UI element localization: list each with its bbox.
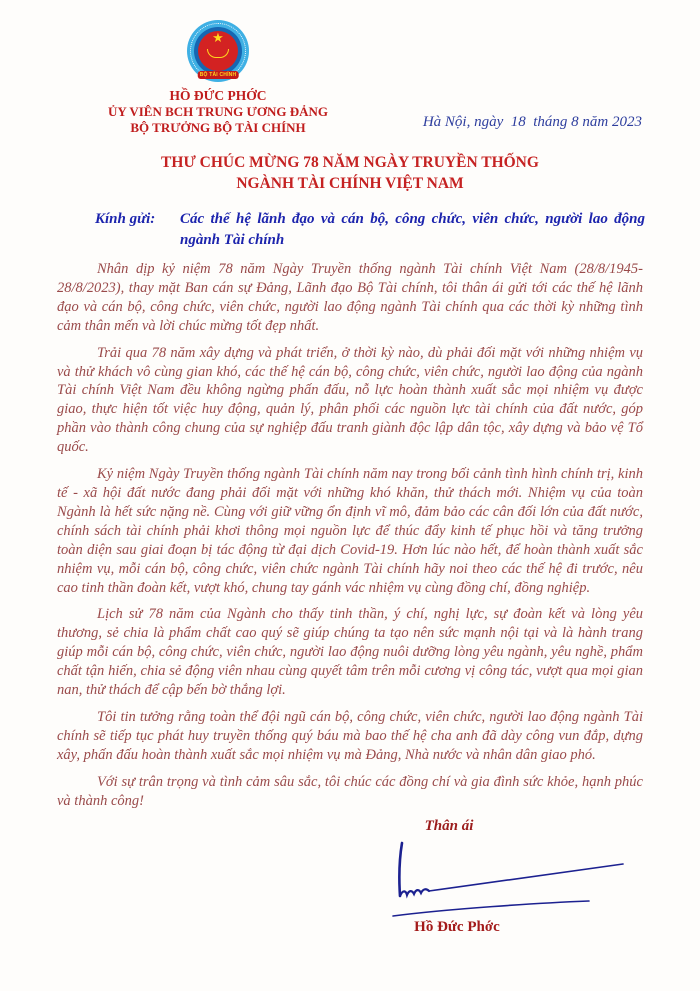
letterhead <box>0 0 700 136</box>
sender-name: HỒ ĐỨC PHỚC <box>169 88 267 103</box>
handwritten-signature <box>387 839 637 917</box>
salutation <box>95 209 645 251</box>
ministry-of-finance-emblem-icon <box>187 20 249 82</box>
letter-title-line2: NGÀNH TÀI CHÍNH VIỆT NAM <box>236 175 464 192</box>
body-paragraph: Với sự trân trọng và tình cảm sâu sắc, tôi chúc các đồng chí và gia đình sức khỏe, hạnh phúc và thành công! <box>57 773 643 809</box>
body-paragraph: Nhân dịp kỷ niệm 78 năm Ngày Truyền thống ngành Tài chính Việt Nam (28/8/1945-28/8/2023), thay mặt Ban cán sự Đảng, Lãnh đạo Bộ Tài chính, tôi thân ái gửi tới các thế hệ lãnh đạo và cán bộ, công chức, viên chức, người lao động ngành Tài chính qua các thời kỳ những tình cảm thân mến và lời chúc mừng tốt đẹp nhất. <box>57 261 643 334</box>
body-paragraph: Lịch sử 78 năm của Ngành cho thấy tinh thần, ý chí, nghị lực, sự đoàn kết và lòng yêu thương, sẻ chia là phẩm chất cao quý sẽ giúp chúng ta tạo nên sức mạnh nội tại và là hành trang giúp mỗi cán bộ, công chức, viên chức, người lao động nuôi dưỡng lòng yêu ngành, yêu nghề, phẩm chất tận hiến, chia sẻ động viên nhau cùng quyết tâm trên mỗi cương vị công tác, vượt qua mọi gian nan, thử thách để cập bến bờ thắng lợi. <box>57 606 643 699</box>
emblem-core <box>198 31 238 71</box>
signer-name: Hồ Đức Phớc <box>414 919 500 936</box>
emblem-wreath-icon <box>207 49 229 58</box>
star-icon: ★ <box>212 31 224 46</box>
salutation-label: Kính gửi: <box>95 211 156 227</box>
emblem-banner: BỘ TÀI CHÍNH <box>199 72 237 78</box>
sender-title-party: ỦY VIÊN BCH TRUNG ƯƠNG ĐẢNG <box>108 104 328 119</box>
closing-block <box>57 818 643 936</box>
body-paragraph: Tôi tin tưởng rằng toàn thể đội ngũ cán bộ, công chức, viên chức, người lao động ngành Tài chính sẽ tiếp tục phát huy truyền thống quý báu mà bao thế hệ cha anh đã dày công vun đắp, dựng xây, phấn đấu hoàn thành xuất sắc mọi nhiệm vụ mà Đảng, Nhà nước và nhân dân giao phó. <box>57 708 643 763</box>
body-paragraph: Kỷ niệm Ngày Truyền thống ngành Tài chính năm nay trong bối cảnh tình hình chính trị, kinh tế - xã hội đất nước đang phải đối mặt với những khó khăn, thử thách mới. Nhiệm vụ của toàn Ngành là hết sức nặng nề. Cùng với giữ vững ổn định vĩ mô, đảm bảo các cân đối lớn của đất nước, chính sách tài chính phải khơi thông mọi nguồn lực để thúc đẩy kinh tế phục hồi và tăng trưởng toàn diện sau giai đoạn bị tác động từ đại dịch Covid-19. Hơn lúc nào hết, để hoàn thành xuất sắc nhiệm vụ, mỗi cán bộ, công chức, viên chức ngành Tài chính hãy noi theo các thế hệ đi trước, nêu cao tinh thần đoàn kết, vượt khó, chung tay gánh vác nhiệm vụ cùng đồng chí, đồng nghiệp. <box>57 466 643 596</box>
letter-title <box>0 152 700 194</box>
salutation-recipients: Các thế hệ lãnh đạo và cán bộ, công chức, viên chức, người lao động ngành Tài chính <box>180 211 645 248</box>
valediction: Thân ái <box>424 818 474 835</box>
dateline: Hà Nội, ngày 18 tháng 8 năm 2023 <box>422 114 642 130</box>
sender-block <box>42 20 394 136</box>
letter-body <box>57 260 643 810</box>
body-paragraph: Trải qua 78 năm xây dựng và phát triển, ở thời kỳ nào, dù phải đối mặt với những nhiệm vụ và thử khách vô cùng gian khó, các thế hệ cán bộ, công chức, viên chức, người lao động của ngành Tài chính Việt Nam đều không ngừng phấn đấu, nỗ lực hoàn thành xuất sắc mọi nhiệm vụ được giao, thực hiện tốt việc huy động, quản lý, phân phối các nguồn lực tài chính của đất nước, góp phần vào thành công chung của sự nghiệp đấu tranh giành độc lập dân tộc, xây dựng và bảo vệ Tổ quốc. <box>57 344 643 456</box>
letter-title-line1: THƯ CHÚC MỪNG 78 NĂM NGÀY TRUYỀN THỐNG <box>161 154 539 171</box>
sender-title-minister: BỘ TRƯỞNG BỘ TÀI CHÍNH <box>130 120 306 135</box>
